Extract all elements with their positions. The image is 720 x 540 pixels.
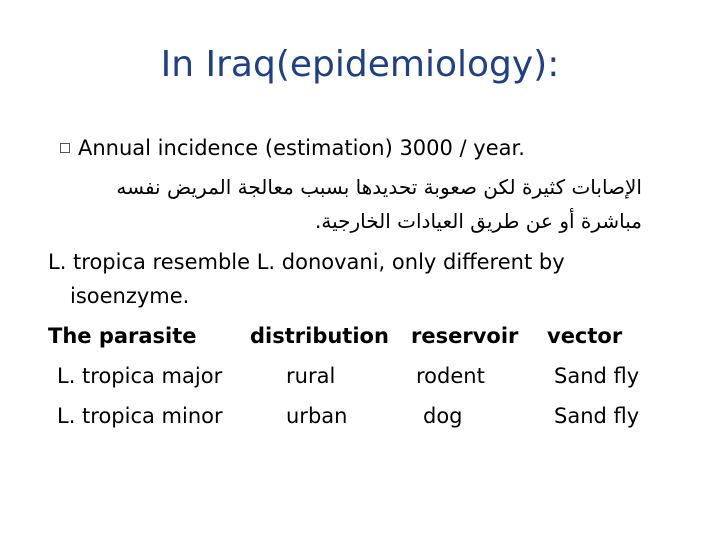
header-distribution: distribution [250, 324, 389, 348]
arabic-line-1: الإصابات كثيرة لكن صعوبة تحديدها بسبب معالجة المريض نفسه [116, 175, 642, 199]
row-1-vector: Sand fly [554, 364, 640, 388]
header-reservoir: reservoir [411, 324, 519, 348]
row-2-parasite: L. tropica minor [57, 404, 223, 428]
row-1-reservoir: rodent [416, 364, 485, 388]
row-2-reservoir: dog [423, 404, 463, 428]
note-line-1: L. tropica resemble L. donovani, only different by [48, 250, 565, 274]
header-parasite: The parasite [48, 324, 197, 348]
slide-title: In Iraq(epidemiology): [160, 44, 560, 85]
row-2-vector: Sand fly [554, 404, 640, 428]
note-line-2: isoenzyme. [70, 284, 190, 308]
row-1-distribution: rural [286, 364, 336, 388]
arabic-line-2: مباشرة أو عن طريق العيادات الخارجية. [315, 209, 642, 233]
row-2-distribution: urban [286, 404, 348, 428]
row-1-parasite: L. tropica major [57, 364, 223, 388]
square-bullet-icon [60, 143, 70, 153]
bullet-text: Annual incidence (estimation) 3000 / year. [78, 136, 525, 160]
bullet-line [60, 136, 525, 160]
header-vector: vector [547, 324, 623, 348]
